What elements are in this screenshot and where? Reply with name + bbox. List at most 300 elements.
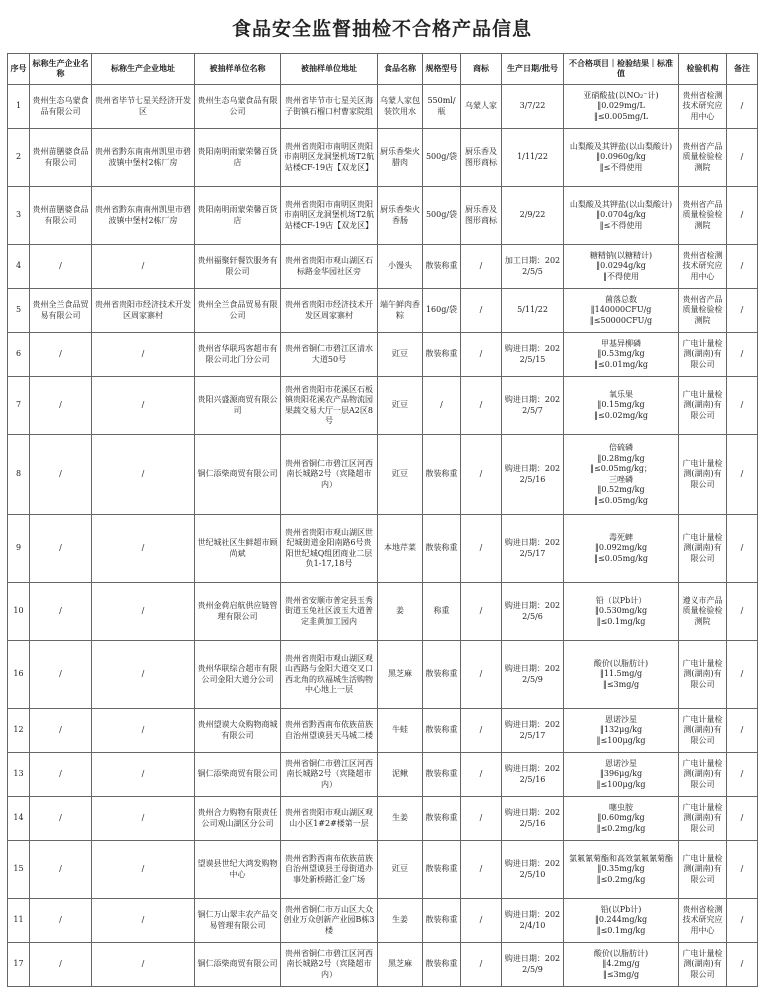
cell-sampled: 贵州合力购物有限责任公司观山湖区分公司	[195, 797, 281, 841]
cell-results	[564, 129, 679, 187]
cell-producer: 贵州生态乌蒙食品有限公司	[30, 85, 92, 129]
result-item-name: 酸价(以脂肪计)	[593, 658, 649, 668]
cell-no: 11	[8, 899, 30, 943]
result-standard: ‖≤0.1mg/kg	[596, 925, 646, 935]
table-row	[8, 377, 758, 435]
cell-no: 7	[8, 377, 30, 435]
cell-no: 15	[8, 841, 30, 899]
result-item	[567, 759, 675, 791]
cell-results	[564, 333, 679, 377]
cell-food: 端午鲜肉香粽	[378, 289, 423, 333]
cell-brand: /	[461, 583, 502, 641]
cell-spec: 500g/袋	[423, 187, 461, 245]
cell-producer-addr: /	[92, 709, 195, 753]
cell-spec: 160g/袋	[423, 289, 461, 333]
cell-no: 14	[8, 797, 30, 841]
cell-producer: 贵州苗膳婆食品有限公司	[30, 129, 92, 187]
cell-spec: 散装称重	[423, 333, 461, 377]
cell-no: 17	[8, 943, 30, 987]
result-value: ‖140000CFU/g	[590, 305, 652, 315]
table-row	[8, 515, 758, 583]
table-row	[8, 943, 758, 987]
cell-note: /	[727, 187, 758, 245]
result-item	[567, 295, 675, 327]
result-item-name: 氧乐果	[609, 389, 633, 399]
cell-spec: 散装称重	[423, 245, 461, 289]
cell-lab: 贵州省检测技术研究应用中心	[679, 85, 727, 129]
cell-food: 厨乐香柴火香肠	[378, 187, 423, 245]
result-item	[567, 443, 675, 475]
result-item	[567, 854, 675, 886]
cell-results	[564, 435, 679, 515]
table-body	[8, 85, 758, 987]
cell-sampled-addr: 贵州省铜仁市碧江区清水大道50号	[281, 333, 378, 377]
cell-date: 购进日期：2022/5/15	[502, 333, 564, 377]
result-item-name: 恩诺沙星	[605, 758, 637, 768]
result-standard: ‖≤不得使用	[599, 220, 643, 230]
cell-note: /	[727, 435, 758, 515]
cell-producer: /	[30, 797, 92, 841]
cell-producer-addr: /	[92, 583, 195, 641]
cell-sampled: 贵州金荷启航供应链管理有限公司	[195, 583, 281, 641]
result-item-name: 倍硫磷	[609, 443, 633, 452]
cell-brand: /	[461, 289, 502, 333]
result-item	[567, 803, 675, 835]
result-item-name: 菌落总数	[605, 294, 637, 304]
result-item	[567, 475, 675, 507]
cell-food: 泥鳅	[378, 753, 423, 797]
result-item-name: 毒死蜱	[609, 532, 633, 542]
cell-results	[564, 943, 679, 987]
cell-lab: 广电计量检测(湖南)有限公司	[679, 753, 727, 797]
cell-date: 1/11/22	[502, 129, 564, 187]
cell-sampled-addr: 贵州省贵阳市南明区贵阳市南明区龙洞堡机场T2航站楼CF-19店【双龙区】	[281, 187, 378, 245]
result-standard: ‖≤3mg/g	[602, 969, 640, 979]
cell-sampled-addr: 贵州省黔西南布依族苗族自治州望谟县王母街道办事处新桥路汇金广场	[281, 841, 378, 899]
cell-food: 豇豆	[378, 333, 423, 377]
cell-sampled: 贵州生态乌蒙食品有限公司	[195, 85, 281, 129]
result-item	[567, 200, 675, 232]
cell-lab: 贵州省产品质量检验检测院	[679, 129, 727, 187]
cell-food: 姜	[378, 583, 423, 641]
result-item	[567, 659, 675, 691]
cell-lab: 贵州省产品质量检验检测院	[679, 187, 727, 245]
cell-note: /	[727, 289, 758, 333]
cell-results	[564, 85, 679, 129]
cell-note: /	[727, 797, 758, 841]
cell-food: 豇豆	[378, 377, 423, 435]
header-note: 备注	[727, 54, 758, 85]
result-item	[567, 533, 675, 565]
cell-producer-addr: /	[92, 377, 195, 435]
cell-lab: 广电计量检测(湖南)有限公司	[679, 377, 727, 435]
header-food-name: 食品名称	[378, 54, 423, 85]
cell-no: 12	[8, 709, 30, 753]
cell-food: 本地芹菜	[378, 515, 423, 583]
cell-producer-addr: /	[92, 899, 195, 943]
cell-no: 1	[8, 85, 30, 129]
cell-brand: /	[461, 515, 502, 583]
cell-food: 牛蛙	[378, 709, 423, 753]
cell-lab: 广电计量检测(湖南)有限公司	[679, 709, 727, 753]
table-row	[8, 899, 758, 943]
cell-date: 购进日期：2022/5/6	[502, 583, 564, 641]
result-standard: ‖≤100μg/kg	[596, 735, 646, 745]
result-value: ‖0.0294g/kg	[596, 261, 646, 271]
cell-producer: /	[30, 641, 92, 709]
cell-spec: 散装称重	[423, 515, 461, 583]
cell-sampled-addr: 贵州省黔西南布依族苗族自治州望谟县天马城二楼	[281, 709, 378, 753]
result-standard: ‖≤0.1mg/kg	[596, 616, 646, 626]
cell-sampled: 望谟县世纪大鸿发购物中心	[195, 841, 281, 899]
cell-results	[564, 187, 679, 245]
result-item-name: 亚硝酸盐(以NO₂⁻计)	[583, 90, 659, 100]
result-item	[567, 905, 675, 937]
cell-sampled: 铜仁添柴商贸有限公司	[195, 943, 281, 987]
cell-date: 2/9/22	[502, 187, 564, 245]
cell-note: /	[727, 753, 758, 797]
cell-producer: /	[30, 377, 92, 435]
cell-brand: /	[461, 841, 502, 899]
cell-food: 黑芝麻	[378, 641, 423, 709]
cell-sampled: 贵阳南明雨蒙荣馨百货店	[195, 187, 281, 245]
cell-note: /	[727, 641, 758, 709]
cell-no: 16	[8, 641, 30, 709]
result-standard: ‖≤0.005mg/L	[593, 111, 649, 121]
header-results: 不合格项目｜检验结果｜标准值	[564, 54, 679, 85]
cell-food: 生姜	[378, 797, 423, 841]
cell-results	[564, 753, 679, 797]
cell-lab: 贵州省检测技术研究应用中心	[679, 245, 727, 289]
cell-sampled: 贵州省华联玛客超市有限公司北门分公司	[195, 333, 281, 377]
table-row	[8, 435, 758, 515]
cell-spec: 散装称重	[423, 435, 461, 515]
result-standard: ‖≤3mg/g	[602, 679, 640, 689]
table-header-row	[8, 54, 758, 85]
cell-brand: 乌蒙人家	[461, 85, 502, 129]
cell-brand: /	[461, 943, 502, 987]
result-value: ‖0.092mg/kg	[594, 543, 648, 553]
cell-spec: /	[423, 377, 461, 435]
cell-date: 5/11/22	[502, 289, 564, 333]
cell-lab: 广电计量检测(湖南)有限公司	[679, 333, 727, 377]
cell-sampled-addr: 贵州省贵阳市观山湖区石标路金华园社区旁	[281, 245, 378, 289]
cell-sampled: 贵州望谟大众购物商城有限公司	[195, 709, 281, 753]
cell-lab: 广电计量检测(湖南)有限公司	[679, 841, 727, 899]
result-standard: ‖≤100μg/kg	[596, 779, 646, 789]
result-value: ‖0.0704g/kg	[596, 210, 646, 220]
cell-brand: /	[461, 435, 502, 515]
cell-spec: 散装称重	[423, 753, 461, 797]
result-standard: ‖≤0.05mg/kg；	[590, 464, 652, 473]
cell-note: /	[727, 85, 758, 129]
cell-food: 厨乐香柴火腊肉	[378, 129, 423, 187]
cell-results	[564, 797, 679, 841]
cell-sampled: 贵州全兰食品贸易有限公司	[195, 289, 281, 333]
result-item	[567, 339, 675, 371]
cell-date: 购进日期：2022/5/9	[502, 943, 564, 987]
result-value: ‖4.2mg/g	[602, 959, 640, 969]
header-spec: 规格型号	[423, 54, 461, 85]
cell-date: 购进日期：2022/5/16	[502, 435, 564, 515]
result-value: ‖0.530mg/kg	[594, 606, 648, 616]
header-producer: 标称生产企业名称	[30, 54, 92, 85]
result-item	[567, 142, 675, 174]
cell-producer: /	[30, 515, 92, 583]
unqualified-products-table	[7, 53, 758, 987]
table-row	[8, 85, 758, 129]
cell-no: 4	[8, 245, 30, 289]
cell-producer-addr: 贵州省毕节七星关经济开发区	[92, 85, 195, 129]
cell-sampled: 铜仁添柴商贸有限公司	[195, 435, 281, 515]
cell-results	[564, 583, 679, 641]
cell-date: 购进日期：2022/5/16	[502, 753, 564, 797]
cell-no: 9	[8, 515, 30, 583]
cell-producer-addr: /	[92, 841, 195, 899]
cell-note: /	[727, 943, 758, 987]
result-standard: ‖≤0.05mg/kg	[594, 553, 648, 563]
result-item-name: 铅(以Pb计)	[600, 904, 642, 914]
result-value: ‖0.53mg/kg	[597, 349, 645, 359]
result-item-name: 酸价(以脂肪计)	[593, 948, 649, 958]
cell-spec: 550ml/瓶	[423, 85, 461, 129]
result-value: ‖0.029mg/L	[597, 101, 645, 111]
header-no: 序号	[8, 54, 30, 85]
cell-sampled: 贵阳兴盛源商贸有限公司	[195, 377, 281, 435]
cell-brand: 厨乐香及图形商标	[461, 129, 502, 187]
cell-sampled-addr: 贵州省贵阳市花溪区石板镇贵阳花溪农产品物流园果蔬交易大厅一层A2区8号	[281, 377, 378, 435]
cell-producer: 贵州苗膳婆食品有限公司	[30, 187, 92, 245]
header-sampled-unit: 被抽样单位名称	[195, 54, 281, 85]
cell-producer: /	[30, 899, 92, 943]
cell-date: 加工日期：2022/5/5	[502, 245, 564, 289]
table-row	[8, 129, 758, 187]
result-item-name: 糖精钠(以糖精计)	[589, 250, 653, 260]
cell-brand: /	[461, 377, 502, 435]
cell-date: 购进日期：2022/5/17	[502, 709, 564, 753]
cell-producer: /	[30, 583, 92, 641]
cell-producer: /	[30, 245, 92, 289]
page-title: 食品安全监督抽检不合格产品信息	[231, 18, 532, 40]
cell-lab: 遵义市产品质量检验检测院	[679, 583, 727, 641]
table-row	[8, 289, 758, 333]
cell-producer-addr: 贵州省黔东南南州凯里市碧波镇中堡村2栋厂房	[92, 187, 195, 245]
cell-sampled: 铜仁万山翠丰农产品交易管理有限公司	[195, 899, 281, 943]
result-item-name: 三唑磷	[609, 474, 633, 484]
cell-date: 购进日期：2022/5/7	[502, 377, 564, 435]
cell-no: 6	[8, 333, 30, 377]
cell-results	[564, 709, 679, 753]
result-item-name: 铅（以Pb计）	[595, 595, 647, 605]
result-value: ‖0.35mg/kg	[597, 864, 645, 874]
cell-sampled: 铜仁添柴商贸有限公司	[195, 753, 281, 797]
cell-producer-addr: /	[92, 515, 195, 583]
cell-date: 购进日期：2022/4/10	[502, 899, 564, 943]
cell-results	[564, 515, 679, 583]
cell-lab: 广电计量检测(湖南)有限公司	[679, 797, 727, 841]
cell-spec: 散装称重	[423, 841, 461, 899]
cell-sampled-addr: 贵州省贵阳市观山湖区世纪城街道金阳南路6号贵阳世纪城Q组团商业二层负1-17,18号	[281, 515, 378, 583]
table-row	[8, 753, 758, 797]
result-item	[567, 949, 675, 981]
result-standard: ‖≤0.05mg/kg	[594, 495, 648, 505]
result-standard: ‖≤0.01mg/kg	[594, 359, 648, 369]
result-value: ‖396μg/kg	[599, 769, 643, 779]
cell-food: 小馒头	[378, 245, 423, 289]
result-item-name: 甲基异柳磷	[601, 338, 641, 348]
result-value: ‖0.28mg/kg	[597, 453, 645, 463]
result-standard: ‖≤0.2mg/kg	[596, 823, 646, 833]
cell-producer: /	[30, 841, 92, 899]
result-value: ‖0.60mg/kg	[597, 813, 645, 823]
cell-spec: 散装称重	[423, 641, 461, 709]
cell-sampled: 贵州福聚轩餐饮服务有限公司	[195, 245, 281, 289]
cell-note: /	[727, 841, 758, 899]
cell-food: 生姜	[378, 899, 423, 943]
cell-results	[564, 245, 679, 289]
cell-food: 豇豆	[378, 841, 423, 899]
cell-sampled-addr: 贵州省贵阳市观山湖区观山小区1#2#楼第一层	[281, 797, 378, 841]
cell-sampled-addr: 贵州省贵阳市观山湖区观山西路与金阳大道交叉口西北角的玖福城生活购物中心地上一层	[281, 641, 378, 709]
result-item-name: 山梨酸及其钾盐(以山梨酸计)	[569, 141, 673, 151]
cell-sampled-addr: 贵州省贵阳市南明区贵阳市南明区龙洞堡机场T2航站楼CF-19店【双龙区】	[281, 129, 378, 187]
cell-brand: /	[461, 245, 502, 289]
cell-producer-addr: /	[92, 333, 195, 377]
header-sampled-address: 被抽样单位地址	[281, 54, 378, 85]
cell-brand: /	[461, 333, 502, 377]
result-item	[567, 715, 675, 747]
result-item-name: 氯氟氰菊酯和高效氯氟氰菊酯	[569, 853, 673, 863]
result-value: ‖0.52mg/kg	[597, 485, 645, 494]
result-value: ‖0.0960g/kg	[596, 152, 646, 162]
cell-brand: /	[461, 641, 502, 709]
cell-no: 3	[8, 187, 30, 245]
cell-no: 8	[8, 435, 30, 515]
cell-no: 13	[8, 753, 30, 797]
result-item	[567, 596, 675, 628]
cell-producer-addr: /	[92, 797, 195, 841]
cell-date: 购进日期：2022/5/17	[502, 515, 564, 583]
table-row	[8, 797, 758, 841]
cell-sampled-addr: 贵州省毕节市七星关区海子街镇石榴口村曹家院组	[281, 85, 378, 129]
cell-spec: 散装称重	[423, 899, 461, 943]
cell-sampled-addr: 贵州省铜仁市碧江区河西南长城路2号（宾隆超市内）	[281, 435, 378, 515]
cell-date: 购进日期：2022/5/16	[502, 797, 564, 841]
cell-producer-addr: /	[92, 435, 195, 515]
cell-lab: 贵州省产品质量检验检测院	[679, 289, 727, 333]
cell-brand: /	[461, 753, 502, 797]
cell-brand: 厨乐香及图形商标	[461, 187, 502, 245]
result-standard: ‖≤不得使用	[599, 162, 643, 172]
result-value: ‖11.5mg/g	[599, 669, 643, 679]
cell-no: 10	[8, 583, 30, 641]
cell-producer: 贵州全兰食品贸易有限公司	[30, 289, 92, 333]
result-item-name: 恩诺沙星	[605, 714, 637, 724]
cell-date: 3/7/22	[502, 85, 564, 129]
result-standard: ‖≤0.2mg/kg	[596, 874, 646, 884]
header-date: 生产日期/批号	[502, 54, 564, 85]
cell-lab: 广电计量检测(湖南)有限公司	[679, 515, 727, 583]
cell-no: 2	[8, 129, 30, 187]
cell-results	[564, 841, 679, 899]
table-row	[8, 333, 758, 377]
result-standard: ‖不得使用	[603, 271, 639, 281]
table-row	[8, 583, 758, 641]
cell-food: 乌蒙人家包装饮用水	[378, 85, 423, 129]
cell-note: /	[727, 245, 758, 289]
cell-producer: /	[30, 753, 92, 797]
cell-sampled-addr: 贵州省贵阳市经济技术开发区周家寨村	[281, 289, 378, 333]
cell-sampled: 世纪城社区生鲜超市顾尚斌	[195, 515, 281, 583]
result-item	[567, 91, 675, 123]
cell-note: /	[727, 129, 758, 187]
cell-sampled-addr: 贵州省安顺市普定县玉秀街道玉兔社区波玉大道普定韭黄加工园内	[281, 583, 378, 641]
table-row	[8, 709, 758, 753]
cell-spec: 称重	[423, 583, 461, 641]
cell-sampled-addr: 贵州省铜仁市碧江区河西南长城路2号（宾隆超市内）	[281, 943, 378, 987]
cell-lab: 广电计量检测(湖南)有限公司	[679, 435, 727, 515]
cell-producer: /	[30, 943, 92, 987]
header-lab: 检验机构	[679, 54, 727, 85]
cell-results	[564, 289, 679, 333]
cell-date: 购进日期：2022/5/9	[502, 641, 564, 709]
cell-note: /	[727, 333, 758, 377]
cell-sampled-addr: 贵州省铜仁市万山区大众创业万众创新产业园B栋3楼	[281, 899, 378, 943]
cell-food: 黑芝麻	[378, 943, 423, 987]
result-item-name: 噻虫胺	[609, 802, 633, 812]
result-standard: ‖≤50000CFU/g	[589, 315, 653, 325]
cell-note: /	[727, 899, 758, 943]
cell-producer: /	[30, 333, 92, 377]
result-item	[567, 390, 675, 422]
result-value: ‖0.244mg/kg	[594, 915, 648, 925]
cell-note: /	[727, 583, 758, 641]
cell-sampled: 贵阳南明雨蒙荣馨百货店	[195, 129, 281, 187]
result-standard: ‖≤0.02mg/kg	[594, 410, 648, 420]
cell-brand: /	[461, 709, 502, 753]
cell-spec: 散装称重	[423, 709, 461, 753]
result-item-name: 山梨酸及其钾盐(以山梨酸计)	[569, 199, 673, 209]
table-row	[8, 187, 758, 245]
cell-results	[564, 641, 679, 709]
result-item	[567, 251, 675, 283]
cell-note: /	[727, 515, 758, 583]
cell-no: 5	[8, 289, 30, 333]
result-value: ‖132μg/kg	[599, 725, 643, 735]
cell-producer-addr: /	[92, 943, 195, 987]
header-brand: 商标	[461, 54, 502, 85]
table-row	[8, 641, 758, 709]
cell-producer-addr: 贵州省贵阳市经济技术开发区周家寨村	[92, 289, 195, 333]
cell-lab: 广电计量检测(湖南)有限公司	[679, 943, 727, 987]
cell-spec: 散装称重	[423, 797, 461, 841]
cell-note: /	[727, 377, 758, 435]
cell-producer-addr: /	[92, 753, 195, 797]
cell-sampled: 贵州华联综合超市有限公司金阳大道分公司	[195, 641, 281, 709]
table-row	[8, 841, 758, 899]
cell-producer-addr: /	[92, 641, 195, 709]
header-producer-address: 标称生产企业地址	[92, 54, 195, 85]
table-row	[8, 245, 758, 289]
cell-producer: /	[30, 709, 92, 753]
cell-date: 购进日期：2022/5/10	[502, 841, 564, 899]
cell-sampled-addr: 贵州省铜仁市碧江区河西南长城路2号（宾隆超市内）	[281, 753, 378, 797]
cell-lab: 广电计量检测(湖南)有限公司	[679, 641, 727, 709]
result-value: ‖0.15mg/kg	[597, 400, 645, 410]
cell-producer-addr: /	[92, 245, 195, 289]
cell-results	[564, 377, 679, 435]
cell-brand: /	[461, 899, 502, 943]
